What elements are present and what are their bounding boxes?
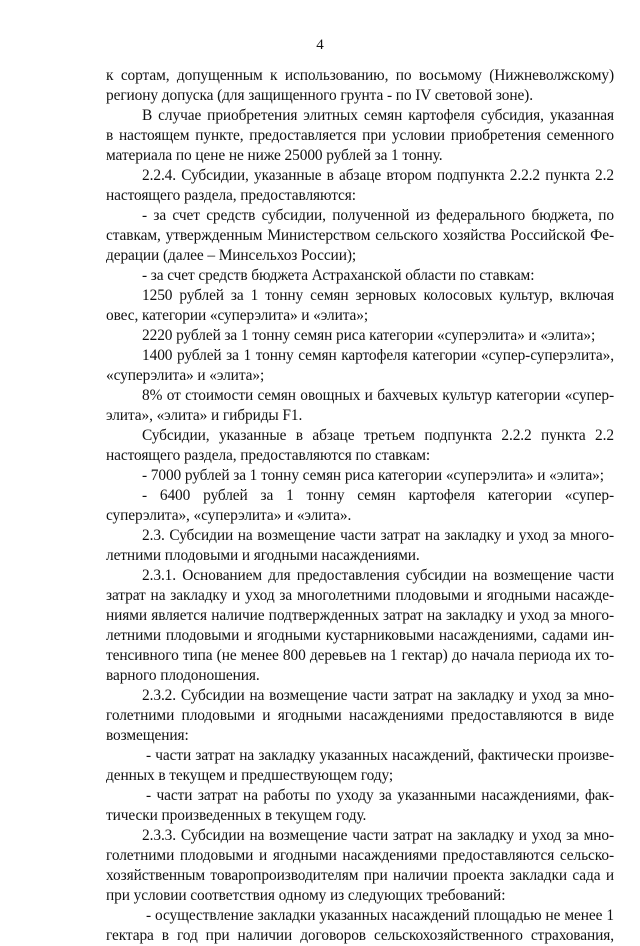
- text-line: 2.2.4. Субсидии, указанные в абзаце втором подпункта 2.2.2 пункта 2.2: [142, 167, 614, 184]
- text-line: овес, категории «суперэлита» и «элита»;: [106, 307, 369, 324]
- text-line: 8% от стоимости семян овощных и бахчевых культур категории «супер-: [142, 387, 614, 404]
- text-line: голетними плодовыми и ягодными насаждениями предоставляются сельско-: [106, 847, 614, 864]
- text-line: - части затрат на закладку указанных насаждений, фактически произве-: [146, 747, 614, 764]
- text-line: ставкам, утвержденным Министерством сельского хозяйства Российской Фе-: [106, 227, 614, 244]
- text-line: настоящего раздела, предоставляются по ставкам:: [106, 447, 431, 464]
- text-line: - 7000 рублей за 1 тонну семян риса категории «суперэлита» и «элита»;: [142, 467, 604, 484]
- text-line: «суперэлита» и «элита»;: [106, 367, 265, 384]
- text-line: возмещения:: [106, 727, 189, 744]
- text-line: 2220 рублей за 1 тонну семян риса категории «суперэлита» и «элита»;: [142, 327, 596, 344]
- text-line: денных в текущем и предшествующем году;: [106, 767, 394, 784]
- text-line: настоящего раздела, предоставляются:: [106, 187, 356, 204]
- text-line: 1250 рублей за 1 тонну семян зерновых колосовых культур, включая: [142, 287, 614, 304]
- text-line: 1400 рублей за 1 тонну семян картофеля категории «супер-суперэлита»,: [142, 347, 614, 364]
- text-line: материала по цене не ниже 25000 рублей за 1 тонну.: [106, 147, 443, 164]
- text-line: варного плодоношения.: [106, 667, 260, 684]
- text-line: затрат на закладку и уход за многолетними плодовыми и ягодными насажде-: [106, 587, 614, 604]
- text-line: 2.3.2. Субсидии на возмещение части затрат на закладку и уход за мно-: [142, 687, 614, 704]
- text-line: Субсидии, указанные в абзаце третьем подпункта 2.2.2 пункта 2.2: [142, 427, 614, 444]
- document-body: [106, 66, 614, 946]
- text-line: 2.3.3. Субсидии на возмещение части затрат на закладку и уход за мно-: [142, 827, 614, 844]
- text-line: - за счет средств субсидии, полученной из федерального бюджета, по: [142, 207, 614, 224]
- page-number: 4: [316, 37, 324, 53]
- text-line: региону допуска (для защищенного грунта - по IV световой зоне).: [106, 87, 533, 104]
- text-line: хозяйственным товаропроизводителям при наличии проекта закладки сада и: [106, 867, 614, 884]
- text-line: - 6400 рублей за 1 тонну семян картофеля категории «супер-: [142, 487, 614, 504]
- text-line: - части затрат на работы по уходу за указанными насаждениями, фак-: [146, 787, 614, 804]
- text-line: В случае приобретения элитных семян картофеля субсидия, указанная: [142, 107, 614, 124]
- text-line: 2.3. Субсидии на возмещение части затрат на закладку и уход за много-: [142, 527, 614, 544]
- text-line: тически произведенных в текущем году.: [106, 807, 367, 824]
- text-line: голетними плодовыми и ягодными насаждениями предоставляются в виде: [106, 707, 614, 724]
- text-line: летними плодовыми и ягодными насаждениями.: [106, 547, 420, 564]
- text-line: дерации (далее – Минсельхоз России);: [106, 247, 357, 264]
- text-line: тенсивного типа (не менее 800 деревьев на 1 гектар) до начала периода их то-: [106, 647, 614, 664]
- text-line: в настоящем пункте, предоставляется при условии приобретения семенного: [106, 127, 614, 144]
- text-line: - осуществление закладки указанных насаждений площадью не менее 1: [146, 907, 614, 924]
- text-line: гектара в год при наличии договоров сельскохозяйственного страхования,: [106, 927, 614, 944]
- text-line: к сортам, допущенным к использованию, по восьмому (Нижневолжскому): [106, 67, 614, 84]
- text-line: 2.3.1. Основанием для предоставления субсидии на возмещение части: [142, 567, 614, 584]
- text-line: элита», «элита» и гибриды F1.: [106, 407, 303, 424]
- text-line: при условии соответствия одному из следующих требований:: [106, 887, 506, 904]
- text-line: - за счет средств бюджета Астраханской области по ставкам:: [142, 267, 535, 284]
- text-line: суперэлита», «суперэлита» и «элита».: [106, 507, 352, 524]
- text-line: ниями является наличие подтвержденных затрат на закладку и уход за много-: [106, 607, 614, 624]
- text-line: летними плодовыми и ягодными кустарниковыми насаждениями, садами ин-: [106, 627, 614, 644]
